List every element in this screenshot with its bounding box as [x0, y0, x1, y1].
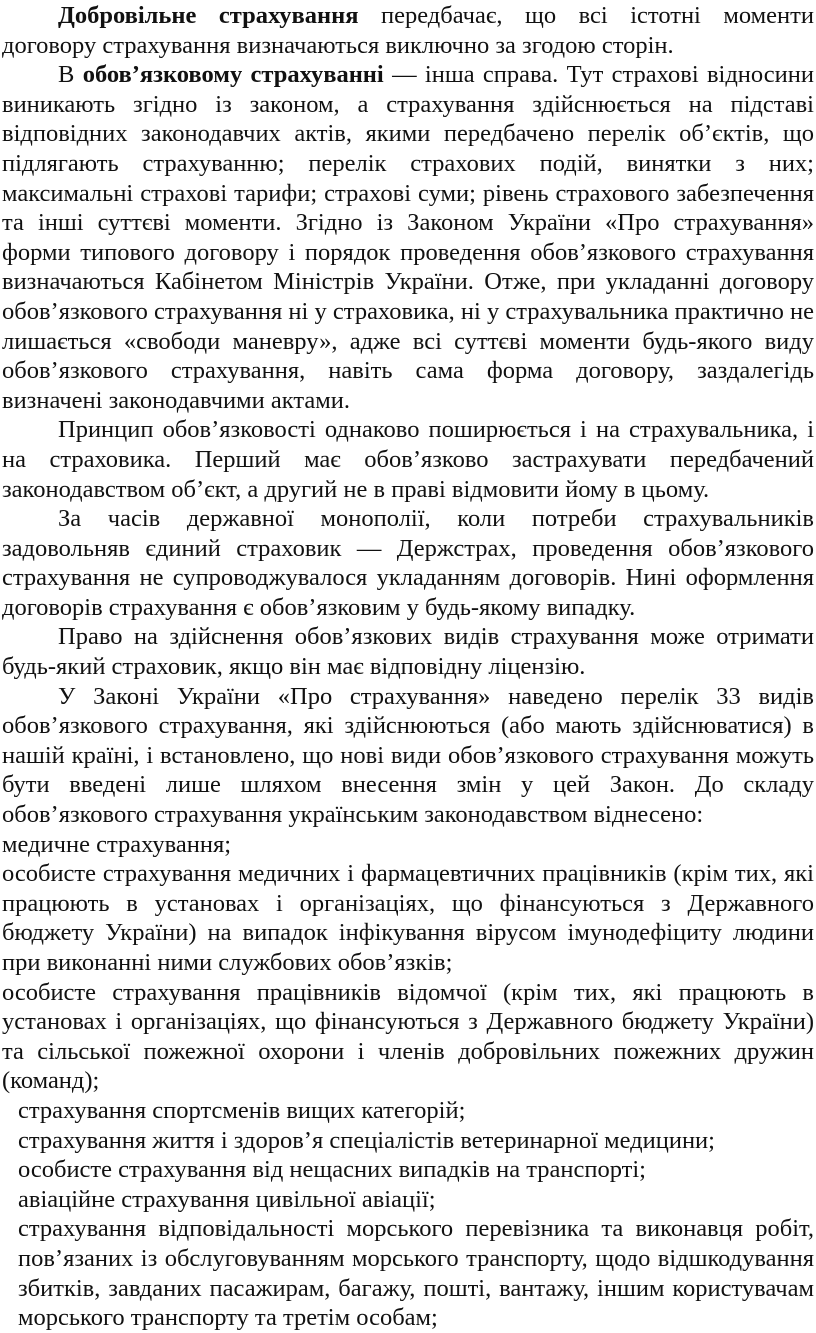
- term-voluntary-insurance: Добровільне страхування: [58, 2, 359, 29]
- list-item: авіаційне страхування цивільної авіації;: [18, 1185, 436, 1213]
- paragraph-principle: Принцип обов’язковості однаково поширюється і на страхувальника, і на страховика. Перший має обов’язково застрахувати передбачений законодавством об’єкт, а другий не в праві відмовити йому в цьому.: [2, 416, 814, 503]
- list-item: медичне страхування;: [2, 830, 232, 858]
- paragraph-prefix: В: [58, 61, 83, 89]
- paragraph-text: передбачає, що всі істотні моменти договору страхування визначаються виключно за згодою сторін.: [2, 2, 814, 59]
- paragraph-mandatory-insurance: [2, 60, 814, 415]
- list-item: особисте страхування від нещасних випадків на транспорті;: [18, 1156, 646, 1184]
- paragraph-license: Право на здійснення обов’язкових видів страхування може отримати будь-який страховик, якщо він має відповідну ліцензію.: [2, 623, 814, 681]
- list-item: страхування спортсменів вищих категорій;: [18, 1096, 466, 1124]
- list-item: особисте страхування медичних і фармацевтичних працівників (крім тих, які працюють в установах і організаціях, що фінансуються з Державного бюджету України) на випадок інфікування вірусом імунодефіциту людини при виконанні ними службових обов’язків;: [2, 860, 814, 976]
- paragraph-voluntary-insurance: [2, 1, 814, 60]
- paragraph-monopoly: За часів державної монополії, коли потреби страхувальників задовольняв єдиний страховик — Держстрах, проведення обов’язкового страхування не супроводжувалося укладанням договорів. Нині оформлення договорів страхування є обов’язковим у будь-якому випадку.: [2, 505, 814, 621]
- list-item: страхування життя і здоров’я спеціалістів ветеринарної медицини;: [18, 1126, 715, 1154]
- document-page: [0, 1, 816, 1332]
- list-item: страхування відповідальності морського перевізника та виконавця робіт, пов’язаних із обслуговуванням морського транспорту, щодо відшкодування збитків, завданих пасажирам, багажу, пошті, вантажу, іншим користувачам морського транспорту та третім особам;: [18, 1215, 814, 1332]
- term-mandatory-insurance: обов’язковому страхуванні: [82, 61, 384, 89]
- paragraph-law-list-intro: У Законі України «Про страхування» наведено перелік 33 видів обов’язкового страхування, які здійснюються (або мають здійснюватися) в нашій країні, і встановлено, що нові види обов’язкового страхування можуть бути введені лише шляхом внесення змін у цей Закон. До складу обов’язкового страхування українським законодавством віднесено:: [2, 682, 814, 829]
- list-item: особисте страхування працівників відомчої (крім тих, які працюють в установах і організаціях, що фінансуються з Державного бюджету України) та сільської пожежної охорони і членів добровільних пожежних дружин (команд);: [2, 978, 814, 1095]
- paragraph-text: — інша справа. Тут страхові відносини виникають згідно із законом, а страхування здійснюється на підставі відповідних законодавчих актів, якими передбачено перелік об’єктів, що підлягають страхуванню; перелік страхових подій, винятки з них; максимальні страхові тарифи; страхові суми; рівень страхового забезпечення та інші суттєві моменти. Згідно із Законом України «Про страхування» форми типового договору і порядок проведення обов’язкового страхування визначаються Кабінетом Міністрів України. Отже, при укладанні договору обов’язкового страхування ні у страховика, ні у страхувальника практично не лишається «свободи маневру», адже всі суттєві моменти будь-якого виду обов’язкового страхування, навіть сама форма договору, заздалегідь визначені законодавчими актами.: [2, 61, 814, 414]
